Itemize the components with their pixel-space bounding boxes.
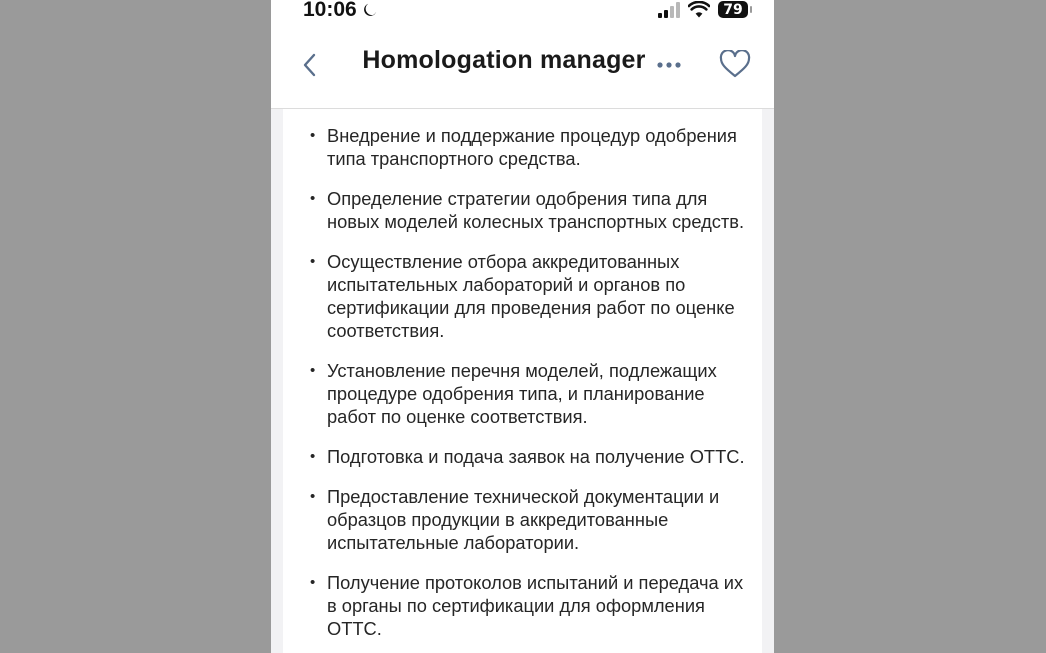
moon-icon	[361, 1, 379, 19]
list-item: • Осуществление отбора аккредитованных испытательных лабораторий и органов по сертификации для проведения работ по оценке соответствия.	[283, 250, 762, 342]
list-item: • Определение стратегии одобрения типа для новых моделей колесных транспортных средств.	[283, 187, 762, 233]
responsibilities-list	[283, 109, 762, 640]
battery-level: 79	[723, 1, 743, 18]
nav-bar	[271, 28, 774, 109]
list-item: • Получение протоколов испытаний и передача их в органы по сертификации для оформления ОТТС.	[283, 571, 762, 640]
phone-screen	[271, 0, 774, 653]
favorite-button[interactable]	[717, 46, 753, 82]
list-item: • Предоставление технической документации и образцов продукции в аккредитованные испытательные лаборатории.	[283, 485, 762, 554]
status-indicators	[658, 1, 748, 18]
list-item: • Установление перечня моделей, подлежащих процедуре одобрения типа, и планирование работ по оценке соответствия.	[283, 359, 762, 428]
more-horizontal-icon	[656, 61, 682, 69]
battery-icon	[718, 1, 748, 18]
page-title: Homologation manager	[362, 46, 646, 74]
heart-icon	[719, 50, 751, 78]
list-item: • Подготовка и подача заявок на получение ОТТС.	[283, 445, 762, 468]
status-time-group	[303, 0, 379, 22]
wifi-icon	[688, 1, 710, 18]
more-options-button[interactable]	[653, 52, 685, 78]
list-item: • Внедрение и поддержание процедур одобрения типа транспортного средства.	[283, 124, 762, 170]
status-bar	[271, 0, 774, 28]
cellular-signal-icon	[658, 2, 680, 18]
job-description-card	[283, 109, 762, 653]
status-time: 10:06	[303, 0, 357, 21]
